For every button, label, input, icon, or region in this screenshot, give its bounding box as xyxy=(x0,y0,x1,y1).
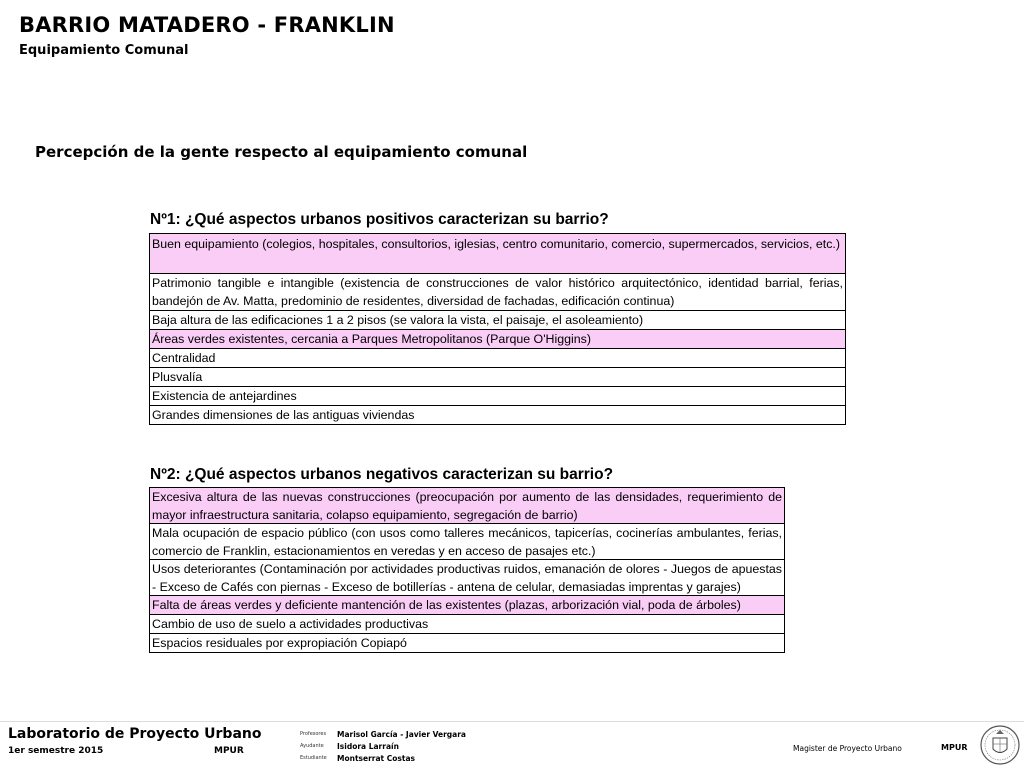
table-row: Centralidad xyxy=(150,349,845,368)
answers-table-2 xyxy=(149,487,785,653)
question-2-title: Nº2: ¿Qué aspectos urbanos negativos caracterizan su barrio? xyxy=(150,466,614,483)
university-seal-icon xyxy=(978,722,1022,766)
footer-divider xyxy=(0,721,1024,722)
section-heading: Percepción de la gente respecto al equipamiento comunal xyxy=(35,143,528,161)
answers-table-1 xyxy=(149,233,846,425)
footer-program-right: MPUR xyxy=(941,743,968,752)
table-row: Baja altura de las edificaciones 1 a 2 pisos (se valora la vista, el paisaje, el asoleamiento) xyxy=(150,311,845,330)
credit-name: Montserrat Costas xyxy=(337,753,415,763)
footer-program-left: MPUR xyxy=(214,746,244,756)
page-subtitle: Equipamiento Comunal xyxy=(19,43,189,58)
credit-role: Ayudante xyxy=(300,743,324,749)
question-1-title: Nº1: ¿Qué aspectos urbanos positivos caracterizan su barrio? xyxy=(150,211,609,228)
table-row: Falta de áreas verdes y deficiente mantención de las existentes (plazas, arborización vial, poda de árboles) xyxy=(150,596,784,615)
table-row: Excesiva altura de las nuevas construcciones (preocupación por aumento de las densidades, requerimiento de mayor infraestructura sanitaria, colapso equipamiento, segregación de barrio) xyxy=(152,490,782,522)
table-row: Cambio de uso de suelo a actividades productivas xyxy=(150,615,784,634)
credit-name: Marisol García - Javier Vergara xyxy=(337,729,466,739)
credit-role: Estudiante xyxy=(300,755,327,761)
table-row: Patrimonio tangible e intangible (existencia de construcciones de valor histórico arquitectónico, identidad barrial, ferias, bandejón de Av. Matta, predominio de residentes, diversidad de fachadas, edificación continua) xyxy=(150,274,845,311)
table-row: Existencia de antejardines xyxy=(150,387,845,406)
credit-row xyxy=(300,752,466,764)
table-row: Usos deteriorantes (Contaminación por actividades productivas ruidos, emanación de olores - Juegos de apuestas - Exceso de Cafés con piernas - Exceso de botillerías - antena de celular, demasiadas imprentas y garajes) xyxy=(152,562,782,594)
credit-row xyxy=(300,728,466,740)
footer-term: 1er semestre 2015 xyxy=(8,746,104,756)
credit-name: Isidora Larraín xyxy=(337,741,399,751)
table-row: Grandes dimensiones de las antiguas viviendas xyxy=(150,406,845,425)
table-row: Mala ocupación de espacio público (con usos como talleres mecánicos, tapicerías, cocinerías ambulantes, ferias, comercio de Franklin, estacionamientos en veredas y en acceso de pasajes etc.) xyxy=(152,526,782,558)
footer-magister: Magister de Proyecto Urbano xyxy=(793,744,902,753)
survey-question-1 xyxy=(149,210,846,425)
page-title: BARRIO MATADERO - FRANKLIN xyxy=(19,13,395,37)
credit-row xyxy=(300,740,466,752)
table-row: Espacios residuales por expropiación Copiapó xyxy=(150,634,784,653)
credit-role: Profesores xyxy=(300,731,327,737)
footer-course-title: Laboratorio de Proyecto Urbano xyxy=(8,726,262,742)
table-row: Áreas verdes existentes, cercania a Parques Metropolitanos (Parque O'Higgins) xyxy=(150,330,845,349)
table-row: Plusvalía xyxy=(150,368,845,387)
footer-credits xyxy=(300,728,466,764)
table-row: Buen equipamiento (colegios, hospitales, consultorios, iglesias, centro comunitario, comercio, supermercados, servicios, etc.) xyxy=(150,234,845,274)
survey-question-2 xyxy=(149,465,785,653)
